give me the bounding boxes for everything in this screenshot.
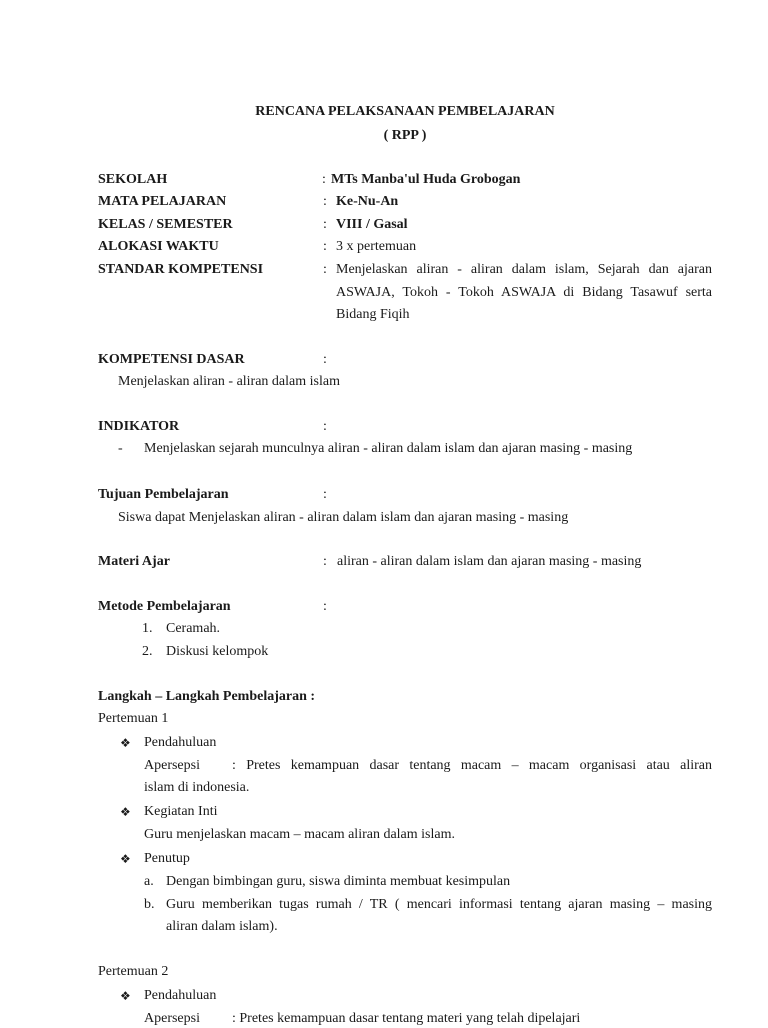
kd-label: KOMPETENSI DASAR	[98, 352, 245, 367]
pendahuluan-heading: Pendahuluan	[144, 735, 217, 750]
penutup-item-letter: a.	[144, 874, 154, 889]
metode-item-number: 2.	[142, 644, 153, 659]
kegiatan-inti-text: Guru menjelaskan macam – macam aliran dalam islam.	[144, 827, 455, 842]
kegiatan-inti-heading: Kegiatan Inti	[144, 804, 218, 819]
materi-label: Materi Ajar	[98, 554, 170, 569]
mapel-value: Ke-Nu-An	[336, 194, 399, 209]
penutup-item-letter: b.	[144, 897, 155, 912]
materi-text: aliran - aliran dalam islam dan ajaran masing - masing	[337, 554, 642, 569]
materi-colon: :	[323, 554, 327, 569]
sekolah-colon: :	[322, 172, 326, 187]
apersepsi-label: Apersepsi	[144, 1011, 200, 1026]
metode-item-number: 1.	[142, 621, 153, 636]
penutup-item-text-cont: aliran dalam islam).	[166, 919, 278, 934]
sk-label: STANDAR KOMPETENSI	[98, 262, 264, 277]
tujuan-colon: :	[323, 487, 327, 502]
tujuan-label: Tujuan Pembelajaran	[98, 487, 229, 502]
sekolah-label: SEKOLAH	[98, 172, 168, 187]
penutup-item-text: Guru memberikan tugas rumah / TR ( mencari informasi tentang ajaran masing – masing	[166, 897, 712, 912]
waktu-label: ALOKASI WAKTU	[98, 239, 219, 254]
bullet-icon: ❖	[120, 805, 131, 819]
kd-colon: :	[323, 352, 327, 367]
bullet-icon: ❖	[120, 852, 131, 866]
penutup-item-text: Dengan bimbingan guru, siswa diminta membuat kesimpulan	[166, 874, 511, 889]
indikator-colon: :	[323, 419, 327, 434]
document-subtitle: ( RPP )	[383, 128, 427, 143]
indikator-dash: -	[118, 441, 123, 456]
tujuan-text: Siswa dapat Menjelaskan aliran - aliran dalam islam dan ajaran masing - masing	[118, 510, 569, 525]
sk-line-1: Menjelaskan aliran - aliran dalam islam, Sejarah dan ajaran	[336, 262, 712, 277]
apersepsi-text-line-1: : Pretes kemampuan dasar tentang materi yang telah dipelajari	[232, 1011, 581, 1026]
pendahuluan-heading: Pendahuluan	[144, 988, 217, 1003]
kelas-value: VIII / Gasal	[336, 217, 408, 232]
kelas-colon: :	[323, 217, 327, 232]
penutup-heading: Penutup	[144, 851, 190, 866]
sekolah-value: MTs Manba'ul Huda Grobogan	[331, 172, 521, 187]
pertemuan-1-label: Pertemuan 1	[98, 711, 169, 726]
document-title: RENCANA PELAKSANAAN PEMBELAJARAN	[255, 104, 555, 119]
mapel-colon: :	[323, 194, 327, 209]
pertemuan-2-label: Pertemuan 2	[98, 964, 169, 979]
langkah-label: Langkah – Langkah Pembelajaran :	[98, 689, 316, 704]
sk-colon: :	[323, 262, 327, 277]
apersepsi-text-line-2: islam di indonesia.	[144, 780, 250, 795]
kelas-label: KELAS / SEMESTER	[98, 217, 233, 232]
indikator-text: Menjelaskan sejarah munculnya aliran - aliran dalam islam dan ajaran masing - masing	[144, 441, 633, 456]
waktu-value: 3 x pertemuan	[336, 239, 417, 254]
bullet-icon: ❖	[120, 989, 131, 1003]
apersepsi-text-line-1: : Pretes kemampuan dasar tentang macam – macam organisasi atau aliran	[232, 758, 712, 773]
bullet-icon: ❖	[120, 736, 131, 750]
kd-text: Menjelaskan aliran - aliran dalam islam	[118, 374, 340, 389]
indikator-label: INDIKATOR	[98, 419, 180, 434]
metode-item: Diskusi kelompok	[166, 644, 269, 659]
sk-line-2: ASWAJA, Tokoh - Tokoh ASWAJA di Bidang Tasawuf serta	[336, 285, 712, 300]
metode-label: Metode Pembelajaran	[98, 599, 231, 614]
waktu-colon: :	[323, 239, 327, 254]
metode-colon: :	[323, 599, 327, 614]
sk-line-3: Bidang Fiqih	[336, 307, 410, 322]
apersepsi-label: Apersepsi	[144, 758, 200, 773]
metode-item: Ceramah.	[166, 621, 221, 636]
mapel-label: MATA PELAJARAN	[98, 194, 227, 209]
